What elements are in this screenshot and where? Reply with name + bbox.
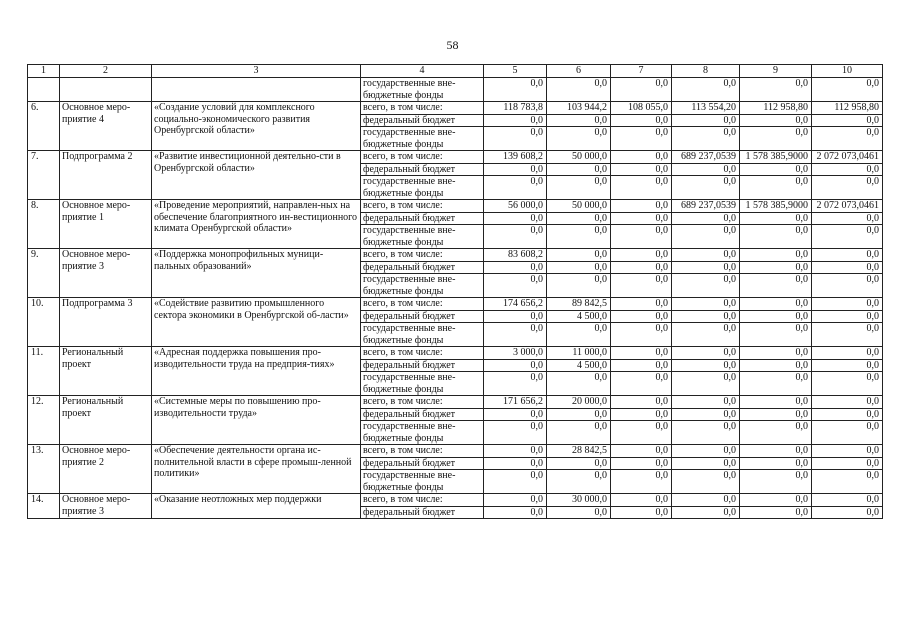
event-type: Основное меро-приятие 1 <box>60 200 152 249</box>
value-cell: 0,0 <box>547 127 611 151</box>
value-cell: 103 944,2 <box>547 102 611 115</box>
value-cell: 83 608,2 <box>484 249 547 262</box>
funding-source: государственные вне-бюджетные фонды <box>361 372 484 396</box>
event-type: Основное меро-приятие 4 <box>60 102 152 151</box>
funding-source: государственные вне-бюджетные фонды <box>361 176 484 200</box>
funding-source: федеральный бюджет <box>361 114 484 127</box>
value-cell: 0,0 <box>672 359 740 372</box>
value-cell: 0,0 <box>812 78 883 102</box>
header-cell: 7 <box>611 65 672 78</box>
funding-source: государственные вне-бюджетные фонды <box>361 127 484 151</box>
value-cell: 0,0 <box>812 457 883 470</box>
value-cell: 0,0 <box>812 347 883 360</box>
funding-source: федеральный бюджет <box>361 261 484 274</box>
value-cell: 89 842,5 <box>547 298 611 311</box>
event-name: «Поддержка монопрофильных муници-пальных образований» <box>152 249 361 298</box>
value-cell: 0,0 <box>611 176 672 200</box>
value-cell: 0,0 <box>740 298 812 311</box>
value-cell: 0,0 <box>672 470 740 494</box>
event-type: Подпрограмма 3 <box>60 298 152 347</box>
event-name: «Проведение мероприятий, направлен-ных на обеспечение благоприятного ин-вестиционного климата Оренбургской области» <box>152 200 361 249</box>
event-name: «Обеспечение деятельности органа ис-полнительной власти в сфере промыш-ленной политики» <box>152 445 361 494</box>
value-cell: 0,0 <box>812 494 883 507</box>
value-cell: 108 055,0 <box>611 102 672 115</box>
value-cell: 0,0 <box>740 470 812 494</box>
row-number: 12. <box>28 396 60 445</box>
value-cell: 0,0 <box>672 494 740 507</box>
value-cell: 174 656,2 <box>484 298 547 311</box>
value-cell: 0,0 <box>484 408 547 421</box>
header-cell: 2 <box>60 65 152 78</box>
header-cell: 10 <box>812 65 883 78</box>
value-cell: 0,0 <box>672 396 740 409</box>
row-number: 13. <box>28 445 60 494</box>
value-cell: 2 072 073,0461 <box>812 151 883 164</box>
value-cell: 0,0 <box>611 298 672 311</box>
value-cell: 0,0 <box>611 408 672 421</box>
value-cell: 0,0 <box>812 225 883 249</box>
value-cell: 0,0 <box>740 212 812 225</box>
value-cell: 0,0 <box>812 176 883 200</box>
funding-source: государственные вне-бюджетные фонды <box>361 78 484 102</box>
value-cell: 0,0 <box>740 408 812 421</box>
value-cell: 0,0 <box>484 78 547 102</box>
value-cell: 0,0 <box>812 506 883 519</box>
funding-source: всего, в том числе: <box>361 445 484 458</box>
value-cell: 0,0 <box>484 176 547 200</box>
value-cell: 0,0 <box>484 225 547 249</box>
value-cell: 0,0 <box>611 494 672 507</box>
header-cell: 6 <box>547 65 611 78</box>
value-cell: 0,0 <box>672 249 740 262</box>
value-cell: 0,0 <box>812 359 883 372</box>
funding-source: всего, в том числе: <box>361 494 484 507</box>
table-header <box>28 65 883 78</box>
value-cell: 689 237,0539 <box>672 200 740 213</box>
value-cell: 0,0 <box>611 359 672 372</box>
value-cell: 28 842,5 <box>547 445 611 458</box>
value-cell: 0,0 <box>611 506 672 519</box>
value-cell: 4 500,0 <box>547 359 611 372</box>
value-cell: 0,0 <box>547 176 611 200</box>
funding-source: всего, в том числе: <box>361 151 484 164</box>
value-cell: 56 000,0 <box>484 200 547 213</box>
funding-source: федеральный бюджет <box>361 506 484 519</box>
row-number: 9. <box>28 249 60 298</box>
value-cell: 0,0 <box>812 323 883 347</box>
table-row <box>28 347 883 360</box>
value-cell: 0,0 <box>740 445 812 458</box>
table-row <box>28 200 883 213</box>
table-row <box>28 249 883 262</box>
value-cell: 0,0 <box>611 163 672 176</box>
value-cell: 0,0 <box>611 225 672 249</box>
value-cell: 112 958,80 <box>812 102 883 115</box>
value-cell: 0,0 <box>740 261 812 274</box>
value-cell: 0,0 <box>611 78 672 102</box>
funding-source: всего, в том числе: <box>361 102 484 115</box>
value-cell: 0,0 <box>812 408 883 421</box>
table-row <box>28 445 883 458</box>
value-cell: 0,0 <box>611 151 672 164</box>
value-cell: 1 578 385,9000 <box>740 200 812 213</box>
value-cell: 0,0 <box>484 127 547 151</box>
table-row <box>28 151 883 164</box>
funding-source: всего, в том числе: <box>361 298 484 311</box>
value-cell: 0,0 <box>611 323 672 347</box>
event-type: Региональный проект <box>60 347 152 396</box>
value-cell: 0,0 <box>484 494 547 507</box>
value-cell: 0,0 <box>812 127 883 151</box>
value-cell: 0,0 <box>812 421 883 445</box>
value-cell: 0,0 <box>484 323 547 347</box>
value-cell: 0,0 <box>672 225 740 249</box>
value-cell: 0,0 <box>740 176 812 200</box>
value-cell: 0,0 <box>484 457 547 470</box>
empty-cell <box>60 78 152 102</box>
value-cell: 0,0 <box>740 163 812 176</box>
event-name: «Системные меры по повышению про-изводительности труда» <box>152 396 361 445</box>
value-cell: 0,0 <box>672 114 740 127</box>
value-cell: 0,0 <box>484 274 547 298</box>
value-cell: 0,0 <box>812 163 883 176</box>
value-cell: 171 656,2 <box>484 396 547 409</box>
continuation-row <box>28 78 883 102</box>
table-row <box>28 396 883 409</box>
value-cell: 0,0 <box>672 421 740 445</box>
value-cell: 0,0 <box>611 200 672 213</box>
value-cell: 0,0 <box>611 396 672 409</box>
value-cell: 689 237,0539 <box>672 151 740 164</box>
value-cell: 0,0 <box>611 261 672 274</box>
table-body <box>28 78 883 519</box>
header-row <box>28 65 883 78</box>
value-cell: 0,0 <box>672 457 740 470</box>
event-name: «Создание условий для комплексного социально-экономического развития Оренбургской области» <box>152 102 361 151</box>
value-cell: 0,0 <box>484 445 547 458</box>
value-cell: 0,0 <box>484 421 547 445</box>
header-cell: 3 <box>152 65 361 78</box>
value-cell: 0,0 <box>484 359 547 372</box>
empty-cell <box>28 78 60 102</box>
value-cell: 0,0 <box>611 114 672 127</box>
value-cell: 0,0 <box>611 274 672 298</box>
value-cell: 0,0 <box>672 78 740 102</box>
value-cell: 0,0 <box>547 372 611 396</box>
value-cell: 0,0 <box>611 372 672 396</box>
funding-source: государственные вне-бюджетные фонды <box>361 274 484 298</box>
value-cell: 0,0 <box>812 396 883 409</box>
value-cell: 0,0 <box>672 372 740 396</box>
value-cell: 0,0 <box>672 323 740 347</box>
value-cell: 0,0 <box>547 163 611 176</box>
value-cell: 0,0 <box>740 114 812 127</box>
value-cell: 1 578 385,9000 <box>740 151 812 164</box>
event-type: Региональный проект <box>60 396 152 445</box>
value-cell: 0,0 <box>547 261 611 274</box>
value-cell: 0,0 <box>547 323 611 347</box>
value-cell: 0,0 <box>672 176 740 200</box>
funding-source: федеральный бюджет <box>361 310 484 323</box>
table-row <box>28 494 883 507</box>
value-cell: 0,0 <box>672 163 740 176</box>
value-cell: 0,0 <box>611 421 672 445</box>
value-cell: 30 000,0 <box>547 494 611 507</box>
funding-source: всего, в том числе: <box>361 249 484 262</box>
funding-source: всего, в том числе: <box>361 200 484 213</box>
value-cell: 0,0 <box>484 212 547 225</box>
value-cell: 0,0 <box>672 298 740 311</box>
value-cell: 0,0 <box>740 274 812 298</box>
value-cell: 0,0 <box>611 127 672 151</box>
value-cell: 0,0 <box>812 470 883 494</box>
funding-source: государственные вне-бюджетные фонды <box>361 421 484 445</box>
value-cell: 0,0 <box>484 372 547 396</box>
value-cell: 0,0 <box>547 421 611 445</box>
value-cell: 0,0 <box>547 457 611 470</box>
value-cell: 0,0 <box>740 127 812 151</box>
header-cell: 5 <box>484 65 547 78</box>
header-cell: 1 <box>28 65 60 78</box>
value-cell: 0,0 <box>740 323 812 347</box>
value-cell: 0,0 <box>672 347 740 360</box>
value-cell: 0,0 <box>547 212 611 225</box>
value-cell: 0,0 <box>484 506 547 519</box>
value-cell: 0,0 <box>547 506 611 519</box>
event-type: Основное меро-приятие 3 <box>60 494 152 519</box>
value-cell: 3 000,0 <box>484 347 547 360</box>
value-cell: 0,0 <box>547 78 611 102</box>
value-cell: 113 554,20 <box>672 102 740 115</box>
value-cell: 0,0 <box>740 347 812 360</box>
event-name: «Адресная поддержка повышения про-изводительности труда на предприя-тиях» <box>152 347 361 396</box>
value-cell: 0,0 <box>812 372 883 396</box>
table-row <box>28 298 883 311</box>
value-cell: 0,0 <box>611 347 672 360</box>
value-cell: 0,0 <box>812 261 883 274</box>
value-cell: 0,0 <box>547 274 611 298</box>
funding-table <box>27 64 883 519</box>
value-cell: 50 000,0 <box>547 151 611 164</box>
value-cell: 0,0 <box>611 457 672 470</box>
value-cell: 0,0 <box>484 470 547 494</box>
value-cell: 11 000,0 <box>547 347 611 360</box>
funding-source: федеральный бюджет <box>361 163 484 176</box>
value-cell: 0,0 <box>672 212 740 225</box>
value-cell: 0,0 <box>672 445 740 458</box>
value-cell: 0,0 <box>740 457 812 470</box>
value-cell: 0,0 <box>740 225 812 249</box>
funding-source: государственные вне-бюджетные фонды <box>361 225 484 249</box>
funding-source: федеральный бюджет <box>361 457 484 470</box>
value-cell: 0,0 <box>611 212 672 225</box>
value-cell: 0,0 <box>740 494 812 507</box>
funding-source: всего, в том числе: <box>361 347 484 360</box>
value-cell: 0,0 <box>740 421 812 445</box>
value-cell: 4 500,0 <box>547 310 611 323</box>
value-cell: 0,0 <box>611 445 672 458</box>
value-cell: 0,0 <box>740 396 812 409</box>
value-cell: 0,0 <box>812 249 883 262</box>
event-name: «Содействие развитию промышленного сектора экономики в Оренбургской об-ласти» <box>152 298 361 347</box>
funding-source: государственные вне-бюджетные фонды <box>361 470 484 494</box>
value-cell: 0,0 <box>812 274 883 298</box>
value-cell: 0,0 <box>740 78 812 102</box>
value-cell: 0,0 <box>672 274 740 298</box>
value-cell: 0,0 <box>672 310 740 323</box>
event-type: Основное меро-приятие 3 <box>60 249 152 298</box>
value-cell: 0,0 <box>812 212 883 225</box>
value-cell: 0,0 <box>484 163 547 176</box>
value-cell: 0,0 <box>672 506 740 519</box>
row-number: 10. <box>28 298 60 347</box>
event-name: «Развитие инвестиционной деятельно-сти в Оренбургской области» <box>152 151 361 200</box>
row-number: 7. <box>28 151 60 200</box>
row-number: 14. <box>28 494 60 519</box>
value-cell: 0,0 <box>611 249 672 262</box>
value-cell: 139 608,2 <box>484 151 547 164</box>
value-cell: 0,0 <box>740 506 812 519</box>
value-cell: 0,0 <box>547 470 611 494</box>
header-cell: 4 <box>361 65 484 78</box>
value-cell: 0,0 <box>812 114 883 127</box>
value-cell: 0,0 <box>547 114 611 127</box>
value-cell: 50 000,0 <box>547 200 611 213</box>
value-cell: 2 072 073,0461 <box>812 200 883 213</box>
value-cell: 0,0 <box>740 372 812 396</box>
funding-source: федеральный бюджет <box>361 212 484 225</box>
value-cell: 0,0 <box>484 310 547 323</box>
value-cell: 0,0 <box>484 261 547 274</box>
value-cell: 0,0 <box>812 310 883 323</box>
row-number: 6. <box>28 102 60 151</box>
value-cell: 0,0 <box>812 445 883 458</box>
value-cell: 0,0 <box>740 249 812 262</box>
funding-source: государственные вне-бюджетные фонды <box>361 323 484 347</box>
funding-source: федеральный бюджет <box>361 359 484 372</box>
value-cell: 0,0 <box>672 408 740 421</box>
funding-source: федеральный бюджет <box>361 408 484 421</box>
value-cell: 0,0 <box>611 470 672 494</box>
value-cell: 0,0 <box>672 127 740 151</box>
empty-cell <box>152 78 361 102</box>
table-row <box>28 102 883 115</box>
value-cell: 0,0 <box>611 310 672 323</box>
event-type: Подпрограмма 2 <box>60 151 152 200</box>
value-cell: 0,0 <box>547 225 611 249</box>
value-cell: 0,0 <box>547 408 611 421</box>
event-name: «Оказание неотложных мер поддержки <box>152 494 361 519</box>
value-cell: 112 958,80 <box>740 102 812 115</box>
value-cell: 0,0 <box>740 359 812 372</box>
value-cell: 0,0 <box>547 249 611 262</box>
value-cell: 0,0 <box>672 261 740 274</box>
row-number: 8. <box>28 200 60 249</box>
value-cell: 0,0 <box>812 298 883 311</box>
row-number: 11. <box>28 347 60 396</box>
event-type: Основное меро-приятие 2 <box>60 445 152 494</box>
value-cell: 20 000,0 <box>547 396 611 409</box>
funding-source: всего, в том числе: <box>361 396 484 409</box>
header-cell: 8 <box>672 65 740 78</box>
value-cell: 0,0 <box>740 310 812 323</box>
page-number: 58 <box>446 38 459 52</box>
value-cell: 0,0 <box>484 114 547 127</box>
header-cell: 9 <box>740 65 812 78</box>
value-cell: 118 783,8 <box>484 102 547 115</box>
